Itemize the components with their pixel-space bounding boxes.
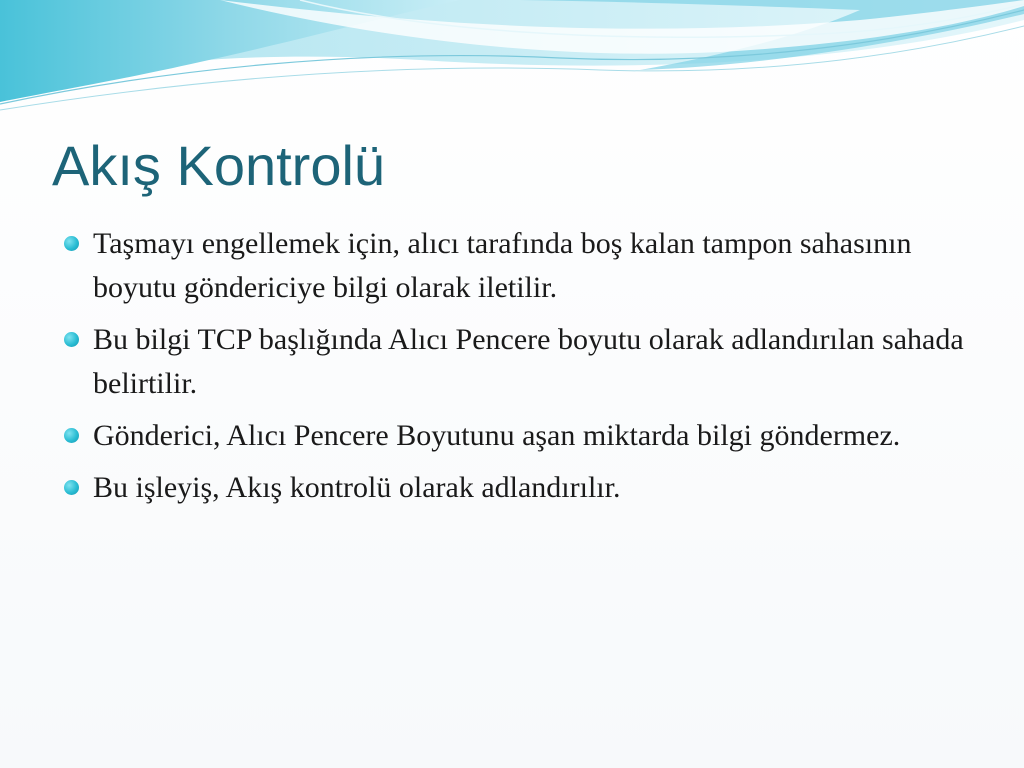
bullet-item [62, 466, 982, 510]
bullet-dot-icon [64, 480, 79, 495]
slide-title: Akış Kontrolü [52, 134, 386, 197]
bullet-dot-icon [64, 332, 79, 347]
bullet-dot-icon [64, 428, 79, 443]
bullet-item [62, 414, 982, 458]
bullet-list [62, 222, 982, 518]
bullet-item [62, 222, 982, 310]
bullet-text: Gönderici, Alıcı Pencere Boyutunu aşan miktarda bilgi göndermez. [93, 419, 901, 452]
bullet-text: Taşmayı engellemek için, alıcı tarafında boş kalan tampon sahasının boyutu göndericiye bilgi olarak iletilir. [93, 227, 912, 304]
bullet-text: Bu işleyiş, Akış kontrolü olarak adlandırılır. [93, 471, 621, 504]
wave-header-decoration [0, 0, 1024, 120]
bullet-item [62, 318, 982, 406]
bullet-text: Bu bilgi TCP başlığında Alıcı Pencere boyutu olarak adlandırılan sahada belirtilir. [93, 323, 964, 400]
bullet-dot-icon [64, 236, 79, 251]
